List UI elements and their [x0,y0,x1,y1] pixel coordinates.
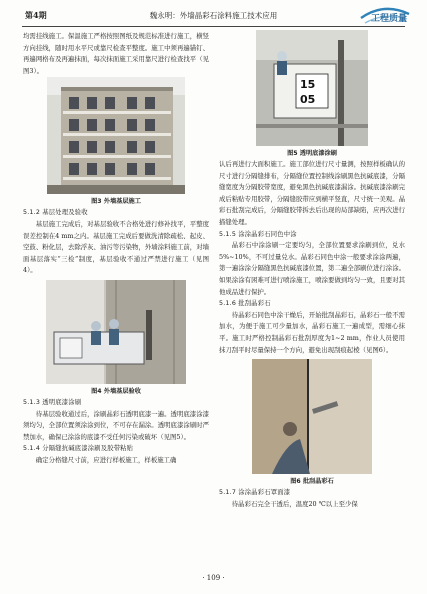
fig6-photo [252,359,372,474]
paragraph: 确定分格缝尺寸前，应进行样板施工，样板施工确 [35,455,177,464]
logo-text: 工程质量 [371,14,408,24]
fig4-caption: 图4 外墙基层验收 [91,387,141,395]
paragraph: 待晶彩石同色中涂干燥后，开始批刮晶彩石，晶彩石一般不需加水，为便于施工可少量加水，晶彩石施工一遍成型，需细心抹平。施工时严格控制晶彩石批刮厚度为1~2 mm，作业人员使用抹刀刮平时尽量保持一个方向，避免出现刮痕起棱（见图6）。 [219,310,405,354]
fig6-caption: 图6 批刮晶彩石 [290,478,334,486]
paragraph: 认后再进行大面积施工。施工部位进行尺寸量测，按照样板确认的尺寸进行分隔缝排布，分隔缝位置控制线涂刷黑色抗碱底漆，分隔缝宽度为分隔胶带宽度，避免黑色抗碱底漆漏涂。抗碱底漆涂刷完成后粘贴专用胶带，分隔缝胶带应到横平竖直，尺寸统一美观。晶彩石批刮完成后，分隔缝胶带拆去后出现的局部缺陷，应再次进行描缝处理。 [219,160,405,226]
paragraph: 晶彩石中涂涂刷一定要均匀，全部位置要求涂刷到位，兑水5%~10%，不可过量兑水。晶彩石同色中涂一般要求涂涂两遍，第一遍涂涂分隔缝黑色抗碱底漆位置，第二遍全部刷位进行涂涂。如果涂涂有困难可进行喷涂施工，喷涂要做到均匀一致，且要对其他成品进行保护。 [219,241,405,296]
section-heading-5-1-4: 5.1.4 分隔缝抗碱底漆涂刷及胶带粘贴 [23,445,134,453]
fig4-photo [46,280,186,384]
fig3-photo [47,77,185,194]
fig3-caption: 图3 外墙基层施工 [91,198,141,206]
fig5-board-line-2: 05 [300,93,316,106]
left-column [23,31,209,467]
section-heading-5-1-6: 5.1.6 批刮晶彩石 [219,300,271,308]
paragraph: 均需挂线施工。保温施工严格按照图纸及规范标准进行施工，横竖方向挂线，随时用水平尺或靠尺检查平整度。施工中须再遍锚钉、再遍网格布及再遍抹面，每次抹面施工采用靠尺进行检查找平（见图3）。 [23,32,209,75]
section-heading-5-1-3: 5.1.3 透明底漆涂刷 [23,398,82,406]
running-title: 魏永明：外墙晶彩石涂料施工技术应用 [149,11,278,20]
paragraph: 待晶彩石完全干透后，温度20 ℃以上至少保 [231,499,358,508]
right-column [219,30,405,510]
fig5-photo [256,30,368,146]
section-heading-5-1-2: 5.1.2 基层处理及验收 [23,209,88,217]
header-rule [22,26,405,27]
paragraph: 基层施工完成后，对基层验收不合格处进行修补找平，平整度误差控制在4 mm之内。基层施工完成后要做洗清除疏松、起皮、空鼓、粉化层，去除浮灰、油污等污染物，外墙涂料施工前，对墙面基层落实“三检”制度，基层验收不通过严禁进行施工（见图4）。 [23,219,209,275]
section-heading-5-1-5: 5.1.5 涂涂晶彩石同色中涂 [219,230,297,238]
fig5-board-line-1: 15 [300,78,316,91]
fig5-caption: 图5 透明底漆涂刷 [287,150,337,157]
paragraph: 待基层验收通过后，涂刷晶彩石透明底漆一遍。透明底漆涂漆须均匀，全部位置须涂涂到位，不可存在漏涂。透明底漆涂刷时严禁加水，确保已涂涂的底漆不受任何污染或破坏（见图5）。 [23,409,209,441]
page-number: · 109 · [202,574,225,582]
section-heading-5-1-7: 5.1.7 涂涂晶彩石罩面漆 [219,489,291,497]
page-header [0,0,427,34]
issue-number: 第4期 [25,10,47,20]
